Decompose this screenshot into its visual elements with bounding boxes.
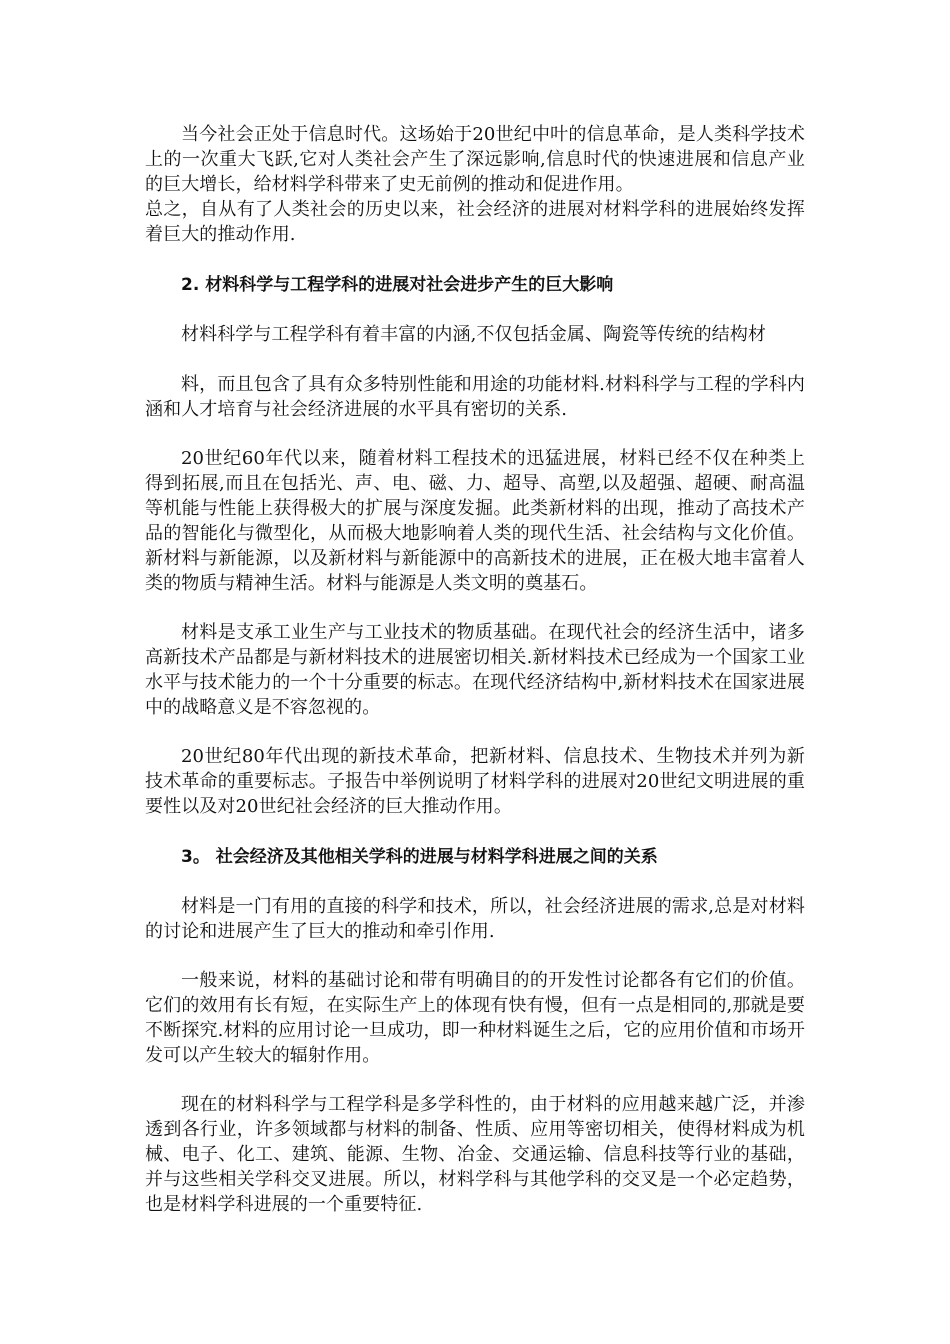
paragraph-1960s: 20世纪60年代以来，随着材料工程技术的迅猛进展，材料已经不仅在种类上得到拓展,而且在包括光、声、电、磁、力、超导、高塑,以及超强、超硬、耐高温等机能与性能上获得极大的扩展与深度发掘。此类新材料的出现，推动了高技术产品的智能化与微型化，从而极大地影响着人类的现代生活、社会结构与文化价值。新材料与新能源，以及新材料与新能源中的高新技术的进展，正在极大地丰富着人类的物质与精神生活。材料与能源是人类文明的奠基石。 — [145, 448, 805, 594]
document-page — [145, 122, 805, 1217]
section-heading-3: 3。 社会经济及其他相关学科的进展与材料学科进展之间的关系 — [181, 847, 658, 867]
paragraph-information-age: 当今社会正处于信息时代。这场始于20世纪中叶的信息革命，是人类科学技术上的一次重大飞跃,它对人类社会产生了深远影响,信息时代的快速进展和信息产业的巨大增长，给材料学科带来了史无前例的推动和促进作用。 — [145, 124, 805, 195]
paragraph-1980s: 20世纪80年代出现的新技术革命，把新材料、信息技术、生物技术并列为新技术革命的重要标志。子报告中举例说明了材料学科的进展对20世纪文明进展的重要性以及对20世纪社会经济的巨大推动作用。 — [145, 746, 805, 817]
paragraph-summary: 总之，自从有了人类社会的历史以来，社会经济的进展对材料学科的进展始终发挥着巨大的推动作用. — [145, 199, 805, 245]
paragraph-multidisciplinary: 现在的材料科学与工程学科是多学科性的，由于材料的应用越来越广泛，并渗透到各行业，许多领域都与材料的制备、性质、应用等密切相关，使得材料成为机械、电子、化工、建筑、能源、生物、冶金、交通运输、信息科技等行业的基础，并与这些相关学科交叉进展。所以，材料学科与其他学科的交叉是一个必定趋势，也是材料学科进展的一个重要特征. — [145, 1094, 805, 1215]
paragraph-functional-materials: 料，而且包含了具有众多特别性能和用途的功能材料.材料科学与工程的学科内涵和人才培育与社会经济进展的水平具有密切的关系. — [145, 374, 805, 420]
section-heading-2: 2. 材料科学与工程学科的进展对社会进步产生的巨大影响 — [181, 275, 614, 295]
paragraph-basic-research: 一般来说，材料的基础讨论和带有明确目的的开发性讨论都各有它们的价值。它们的效用有长有短，在实际生产上的体现有快有慢，但有一点是相同的,那就是要不断探究.材料的应用讨论一旦成功，即一种材料诞生之后，它的应用价值和市场开发可以产生较大的辐射作用。 — [145, 970, 805, 1066]
paragraph-materials-connotation: 材料科学与工程学科有着丰富的内涵,不仅包括金属、陶瓷等传统的结构材 — [181, 324, 767, 345]
paragraph-material-foundation: 材料是支承工业生产与工业技术的物质基础。在现代社会的经济生活中，诸多高新技术产品都是与新材料技术的进展密切相关.新材料技术已经成为一个国家工业水平与技术能力的一个十分重要的标志。在现代经济结构中,新材料技术在国家进展中的战略意义是不容忽视的。 — [145, 622, 805, 718]
paragraph-direct-science: 材料是一门有用的直接的科学和技术，所以，社会经济进展的需求,总是对材料的讨论和进展产生了巨大的推动和牵引作用. — [145, 896, 805, 942]
